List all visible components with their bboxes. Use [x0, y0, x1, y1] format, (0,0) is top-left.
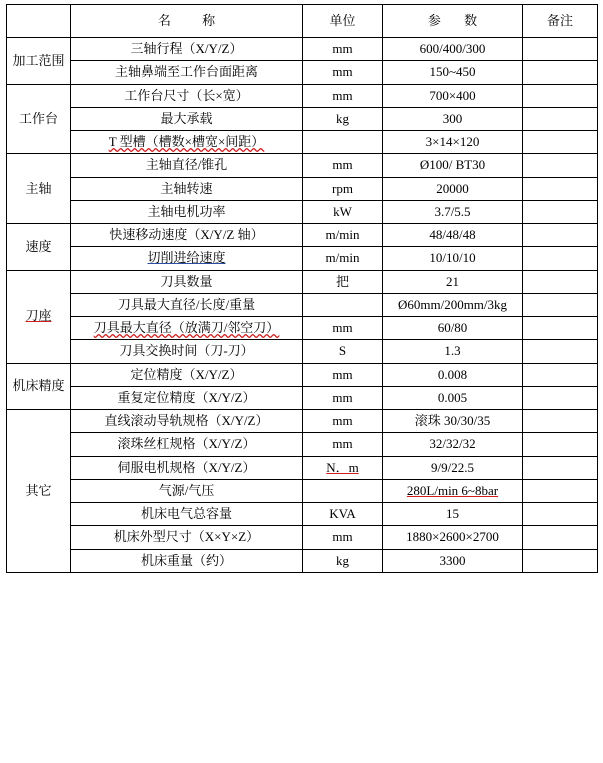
row-note: [523, 224, 598, 247]
table-row: [7, 84, 598, 107]
header-cell-unit: 单位: [303, 5, 383, 38]
header-row: [7, 5, 598, 38]
table-row: [7, 247, 598, 270]
row-note: [523, 84, 598, 107]
row-value: 60/80: [383, 317, 523, 340]
table-row: [7, 340, 598, 363]
row-value: 32/32/32: [383, 433, 523, 456]
row-unit: [303, 479, 383, 502]
header-cell-value: 参 数: [383, 5, 523, 38]
row-note: [523, 363, 598, 386]
row-name: 主轴电机功率: [71, 200, 303, 223]
header-cell-note: 备注: [523, 5, 598, 38]
row-unit: m/min: [303, 224, 383, 247]
table-row: [7, 293, 598, 316]
row-value: Ø100/ BT30: [383, 154, 523, 177]
group-label-machining-range: 加工范围: [7, 38, 71, 85]
row-note: [523, 317, 598, 340]
row-value: 280L/min 6~8bar: [383, 479, 523, 502]
row-value: 300: [383, 107, 523, 130]
table-row: [7, 200, 598, 223]
row-value: 3.7/5.5: [383, 200, 523, 223]
row-note: [523, 479, 598, 502]
row-unit: mm: [303, 84, 383, 107]
table-row: [7, 386, 598, 409]
group-label-speed: 速度: [7, 224, 71, 271]
table-body: [7, 38, 598, 573]
row-note: [523, 386, 598, 409]
row-unit: mm: [303, 317, 383, 340]
row-value: 700×400: [383, 84, 523, 107]
row-unit: 把: [303, 270, 383, 293]
table-row: [7, 363, 598, 386]
row-note: [523, 340, 598, 363]
row-unit: mm: [303, 363, 383, 386]
row-note: [523, 456, 598, 479]
row-name: 快速移动速度（X/Y/Z 轴）: [71, 224, 303, 247]
row-note: [523, 270, 598, 293]
row-note: [523, 200, 598, 223]
group-label-tool-magazine: 刀座: [7, 270, 71, 363]
row-name: 主轴鼻端至工作台面距离: [71, 61, 303, 84]
row-name: 直线滚动导轨规格（X/Y/Z）: [71, 410, 303, 433]
row-value: 1.3: [383, 340, 523, 363]
row-note: [523, 549, 598, 572]
row-value: 3×14×120: [383, 131, 523, 154]
table-row: [7, 270, 598, 293]
row-value: 48/48/48: [383, 224, 523, 247]
row-unit: mm: [303, 433, 383, 456]
row-unit: mm: [303, 61, 383, 84]
row-value: 3300: [383, 549, 523, 572]
table-row: [7, 224, 598, 247]
row-value: 1880×2600×2700: [383, 526, 523, 549]
row-name: 主轴转速: [71, 177, 303, 200]
group-label-worktable: 工作台: [7, 84, 71, 154]
row-note: [523, 526, 598, 549]
table-row: [7, 131, 598, 154]
table-row: [7, 107, 598, 130]
row-name: 气源/气压: [71, 479, 303, 502]
table-row: [7, 154, 598, 177]
row-value: 150~450: [383, 61, 523, 84]
row-value: 滚珠 30/30/35: [383, 410, 523, 433]
row-value: 0.008: [383, 363, 523, 386]
table-row: [7, 526, 598, 549]
row-value: 15: [383, 503, 523, 526]
table-row: [7, 456, 598, 479]
row-unit: mm: [303, 154, 383, 177]
row-value: 600/400/300: [383, 38, 523, 61]
row-unit: mm: [303, 38, 383, 61]
row-name: 机床重量（约）: [71, 549, 303, 572]
row-unit: rpm: [303, 177, 383, 200]
row-name: 刀具交换时间（刀-刀）: [71, 340, 303, 363]
row-value: 10/10/10: [383, 247, 523, 270]
table-row: [7, 549, 598, 572]
row-value: 9/9/22.5: [383, 456, 523, 479]
table-row: [7, 410, 598, 433]
row-note: [523, 433, 598, 456]
row-name: 刀具最大直径（放满刀/邻空刀）: [71, 317, 303, 340]
row-note: [523, 247, 598, 270]
row-value: 0.005: [383, 386, 523, 409]
table-row: [7, 433, 598, 456]
table-row: [7, 503, 598, 526]
table-row: [7, 479, 598, 502]
row-unit: kg: [303, 549, 383, 572]
group-label-machine-accuracy: 机床精度: [7, 363, 71, 410]
table-row: [7, 38, 598, 61]
row-name: 主轴直径/锥孔: [71, 154, 303, 177]
row-note: [523, 154, 598, 177]
table-row: [7, 61, 598, 84]
row-value: Ø60mm/200mm/3kg: [383, 293, 523, 316]
row-name: 刀具最大直径/长度/重量: [71, 293, 303, 316]
table-row: [7, 177, 598, 200]
row-value: 21: [383, 270, 523, 293]
row-name: 工作台尺寸（长×宽）: [71, 84, 303, 107]
row-name: 定位精度（X/Y/Z）: [71, 363, 303, 386]
row-name: T 型槽（槽数×槽宽×间距）: [71, 131, 303, 154]
row-unit: KVA: [303, 503, 383, 526]
row-unit: [303, 293, 383, 316]
header-cell-name: 名 称: [71, 5, 303, 38]
table-header: [7, 5, 598, 38]
row-note: [523, 177, 598, 200]
row-unit: mm: [303, 386, 383, 409]
row-note: [523, 38, 598, 61]
row-unit: mm: [303, 526, 383, 549]
row-unit: m/min: [303, 247, 383, 270]
specification-table: [6, 4, 598, 573]
row-name: 重复定位精度（X/Y/Z）: [71, 386, 303, 409]
row-note: [523, 410, 598, 433]
row-unit: S: [303, 340, 383, 363]
row-note: [523, 61, 598, 84]
row-value: 20000: [383, 177, 523, 200]
row-unit: [303, 131, 383, 154]
row-unit: mm: [303, 410, 383, 433]
row-name: 刀具数量: [71, 270, 303, 293]
row-name: 最大承载: [71, 107, 303, 130]
table-row: [7, 317, 598, 340]
row-name: 三轴行程（X/Y/Z）: [71, 38, 303, 61]
row-unit: kg: [303, 107, 383, 130]
row-note: [523, 131, 598, 154]
group-label-others: 其它: [7, 410, 71, 573]
row-name: 机床电气总容量: [71, 503, 303, 526]
row-note: [523, 107, 598, 130]
row-name: 机床外型尺寸（X×Y×Z）: [71, 526, 303, 549]
header-cell-group: [7, 5, 71, 38]
row-note: [523, 503, 598, 526]
row-unit: kW: [303, 200, 383, 223]
row-name: 伺服电机规格（X/Y/Z）: [71, 456, 303, 479]
row-name: 滚珠丝杠规格（X/Y/Z）: [71, 433, 303, 456]
row-unit: N．m: [303, 456, 383, 479]
row-name: 切削进给速度: [71, 247, 303, 270]
row-note: [523, 293, 598, 316]
group-label-spindle: 主轴: [7, 154, 71, 224]
